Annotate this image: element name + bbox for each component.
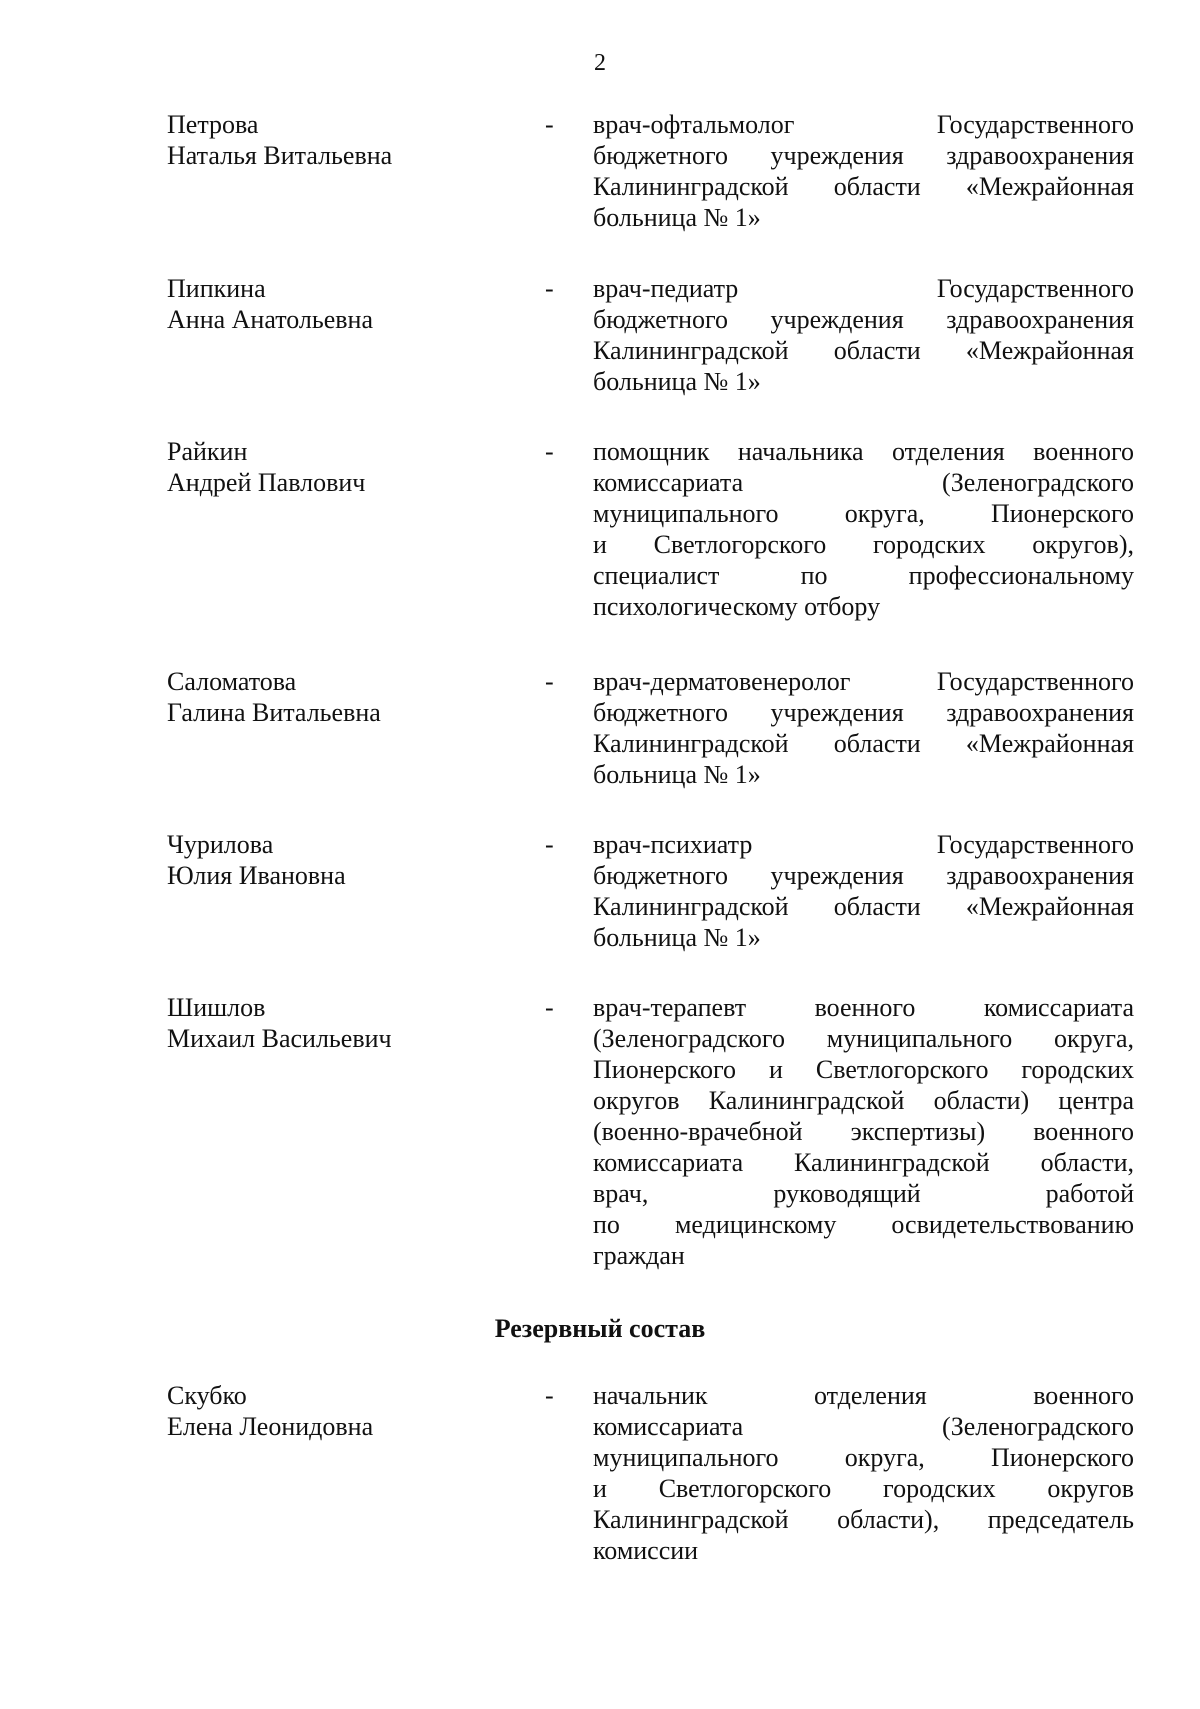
member-description: [593, 436, 1134, 622]
description-line: врач-терапевт военного комиссариата: [593, 993, 1134, 1022]
member-surname: Пипкина: [167, 274, 266, 303]
description-line: Калининградской области), председатель: [593, 1505, 1134, 1534]
member-name: [167, 436, 527, 498]
member-surname: Шишлов: [167, 993, 266, 1022]
member-description: [593, 829, 1134, 953]
description-line: бюджетного учреждения здравоохранения: [593, 141, 1134, 170]
member-name: [167, 109, 527, 171]
member-given-names: Михаил Васильевич: [167, 1024, 392, 1053]
description-line: врач-офтальмолог Государственного: [593, 110, 1134, 139]
description-line: муниципального округа, Пионерского: [593, 1443, 1134, 1472]
member-name: [167, 1380, 527, 1442]
description-line: муниципального округа, Пионерского: [593, 499, 1134, 528]
member-name: [167, 992, 527, 1054]
member-description: [593, 273, 1134, 397]
description-line: граждан: [593, 1241, 685, 1270]
page-number: 2: [594, 50, 606, 76]
description-line: Калининградской области «Межрайонная: [593, 729, 1134, 758]
description-line: больница № 1»: [593, 203, 761, 232]
description-line: Пионерского и Светлогорского городских: [593, 1055, 1134, 1084]
member-given-names: Елена Леонидовна: [167, 1412, 374, 1441]
description-line: Калининградской области «Межрайонная: [593, 172, 1134, 201]
description-line: Калининградской области «Межрайонная: [593, 892, 1134, 921]
description-line: больница № 1»: [593, 367, 761, 396]
description-line: комиссариата (Зеленоградского: [593, 468, 1134, 497]
description-line: комиссариата (Зеленоградского: [593, 1412, 1134, 1441]
member-surname: Саломатова: [167, 667, 297, 696]
member-name: [167, 829, 527, 891]
description-line: врач-педиатр Государственного: [593, 274, 1134, 303]
description-line: комиссии: [593, 1536, 699, 1565]
dash-separator: -: [545, 110, 554, 139]
description-line: по медицинскому освидетельствованию: [593, 1210, 1134, 1239]
description-line: бюджетного учреждения здравоохранения: [593, 698, 1134, 727]
reserve-section-heading: Резервный состав: [494, 1314, 706, 1343]
member-given-names: Андрей Павлович: [167, 468, 366, 497]
dash-separator: -: [545, 830, 554, 859]
description-line: врач-психиатр Государственного: [593, 830, 1134, 859]
description-line: (Зеленоградского муниципального округа,: [593, 1024, 1134, 1053]
description-line: округов Калининградской области) центра: [593, 1086, 1134, 1115]
description-line: больница № 1»: [593, 923, 761, 952]
dash-separator: -: [545, 667, 554, 696]
member-name: [167, 273, 527, 335]
member-surname: Чурилова: [167, 830, 274, 859]
dash-separator: -: [545, 437, 554, 466]
member-given-names: Галина Витальевна: [167, 698, 381, 727]
description-line: бюджетного учреждения здравоохранения: [593, 861, 1134, 890]
description-line: врач, руководящий работой: [593, 1179, 1134, 1208]
member-description: [593, 1380, 1134, 1566]
member-surname: Скубко: [167, 1381, 247, 1410]
member-given-names: Наталья Витальевна: [167, 141, 393, 170]
description-line: и Светлогорского городских округов),: [593, 530, 1134, 559]
description-line: Калининградской области «Межрайонная: [593, 336, 1134, 365]
member-description: [593, 992, 1134, 1271]
description-line: комиссариата Калининградской области,: [593, 1148, 1134, 1177]
description-line: помощник начальника отделения военного: [593, 437, 1134, 466]
member-surname: Петрова: [167, 110, 259, 139]
member-description: [593, 666, 1134, 790]
description-line: врач-дерматовенеролог Государственного: [593, 667, 1134, 696]
dash-separator: -: [545, 274, 554, 303]
member-given-names: Юлия Ивановна: [167, 861, 346, 890]
description-line: больница № 1»: [593, 760, 761, 789]
description-line: начальник отделения военного: [593, 1381, 1134, 1410]
member-name: [167, 666, 527, 728]
description-line: специалист по профессиональному: [593, 561, 1134, 590]
member-description: [593, 109, 1134, 233]
description-line: бюджетного учреждения здравоохранения: [593, 305, 1134, 334]
dash-separator: -: [545, 1381, 554, 1410]
member-surname: Райкин: [167, 437, 248, 466]
description-line: и Светлогорского городских округов: [593, 1474, 1134, 1503]
member-given-names: Анна Анатольевна: [167, 305, 373, 334]
description-line: психологическому отбору: [593, 592, 881, 621]
description-line: (военно-врачебной экспертизы) военного: [593, 1117, 1134, 1146]
dash-separator: -: [545, 993, 554, 1022]
